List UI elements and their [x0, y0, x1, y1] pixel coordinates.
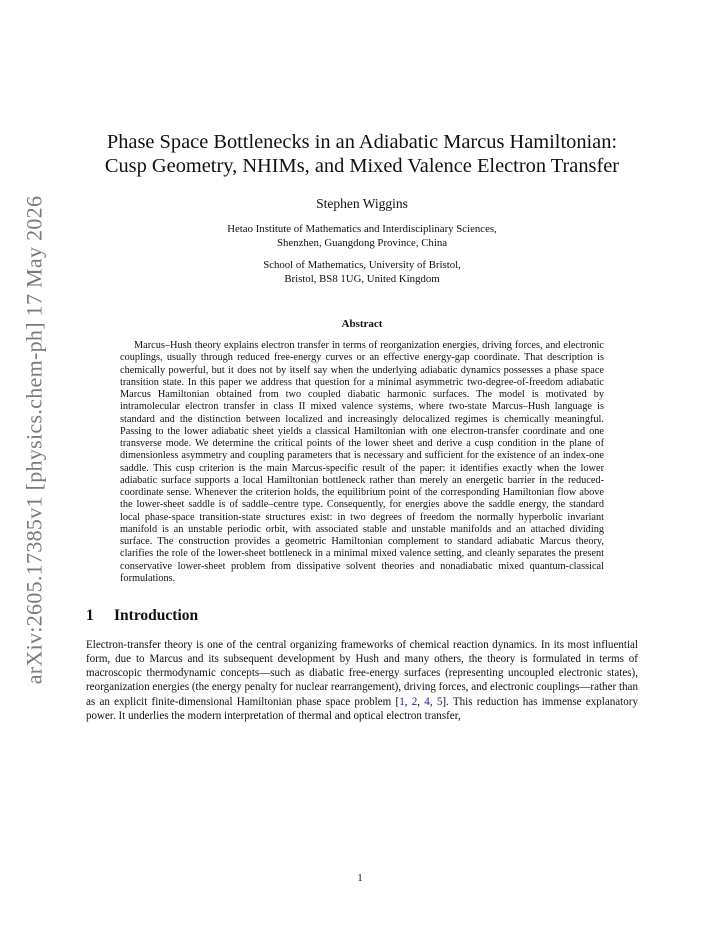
title-line-2: Cusp Geometry, NHIMs, and Mixed Valence Electron Transfer [104, 155, 620, 177]
affiliation-1-line-2: Shenzhen, Guangdong Province, China [276, 237, 448, 249]
introduction-paragraph [86, 638, 638, 723]
affiliation-2 [86, 258, 638, 286]
section-heading-introduction [86, 607, 638, 625]
affiliation-2-line-1: School of Mathematics, University of Bristol, [263, 259, 461, 271]
citation-separator: , [429, 695, 437, 708]
affiliation-1 [86, 222, 638, 250]
citation-link-5[interactable]: 5 [436, 695, 443, 708]
page-number: 1 [357, 872, 363, 884]
abstract-heading: Abstract [341, 318, 383, 330]
paper-title [86, 130, 638, 178]
affiliation-2-line-2: Bristol, BS8 1UG, United Kingdom [284, 273, 440, 285]
arxiv-sidebar [16, 195, 52, 685]
citation-link-4[interactable]: 4 [424, 695, 430, 708]
abstract-text: Marcus–Hush theory explains electron transfer in terms of reorganization energies, driving forces, and electronic couplings, usually through reduced free-energy curves or an effective energy-gap coordinate. That description is chemically powerful, but it does not by itself say when the underlying adiabatic dynamics possesses a phase space transition state. In this paper we address that question for a minimal asymmetric two-degree-of-freedom adiabatic Marcus Hamiltonian obtained from two coupled diabatic harmonic surfaces. The model is motivated by intramolecular electron transfer in class II mixed valence systems, where two-state Marcus–Hush language is standard and the distinction between localized and increasingly delocalized regimes is chemically meaningful. Passing to the lower adiabatic sheet yields a classical Hamiltonian with one electron-transfer coordinate and one transverse mode. We determine the critical points of the lower sheet and derive a cusp condition in the plane of dimensionless asymmetry and coupling parameters that is necessary and sufficient for the existence of an index-one saddle. This cusp criterion is the main Marcus-specific result of the paper: it identifies exactly when the lower adiabatic surface supports a local Hamiltonian bottleneck rather than merely an energetic barrier in the reduced-coordinate sense. Whenever the criterion holds, the equilibrium point of the corresponding Hamiltonian flow above the lower-sheet saddle is of saddle–centre type. Consequently, for energies above the saddle energy, the standard local phase-space transition-state structures exist: in two degrees of freedom the normally hyperbolic invariant manifold is an unstable periodic orbit, with associated stable and unstable manifolds and an attached dividing surface. The construction provides a geometric Hamiltonian complement to standard adiabatic Marcus theory, clarifies the role of the lower-sheet bottleneck in a minimal mixed valence setting, and cleanly separates the present conservative lower-sheet problem from dissipative solvent theories and nonadiabatic mixed quantum-classical formulations. [120, 340, 604, 584]
intro-text-after-citations: ]. This reduction has immense explanatory power. It underlies the modern interpretation of thermal and optical electron transfer, [86, 695, 638, 722]
affiliation-1-line-1: Hetao Institute of Mathematics and Interdisciplinary Sciences, [227, 223, 497, 235]
citation-separator: , [404, 695, 412, 708]
section-title: Introduction [114, 607, 199, 624]
citation-link-1[interactable]: 1 [399, 695, 405, 708]
paper-page [86, 0, 638, 734]
intro-text-before-citations: Electron-transfer theory is one of the central organizing frameworks of chemical reaction dynamics. In its most influential form, due to Marcus and its subsequent development by Hush and many others, the theory is formulated in terms of macroscopic thermodynamic concepts—such as diabatic free-energy surfaces (representing uncoupled electronic states), reorganization energies (the energy penalty for nuclear rearrangement), driving forces, and electronic couplings—rather than as an explicit finite-dimensional Hamiltonian phase space problem [ [86, 638, 638, 708]
citation-link-2[interactable]: 2 [411, 695, 418, 708]
title-line-1: Phase Space Bottlenecks in an Adiabatic Marcus Hamiltonian: [106, 131, 618, 153]
arxiv-identifier: arXiv:2605.17385v1 [physics.chem-ph] 17 May 2026 [21, 195, 46, 685]
author-name: Stephen Wiggins [316, 196, 408, 211]
citation-separator: , [417, 695, 425, 708]
section-number: 1 [86, 607, 94, 624]
